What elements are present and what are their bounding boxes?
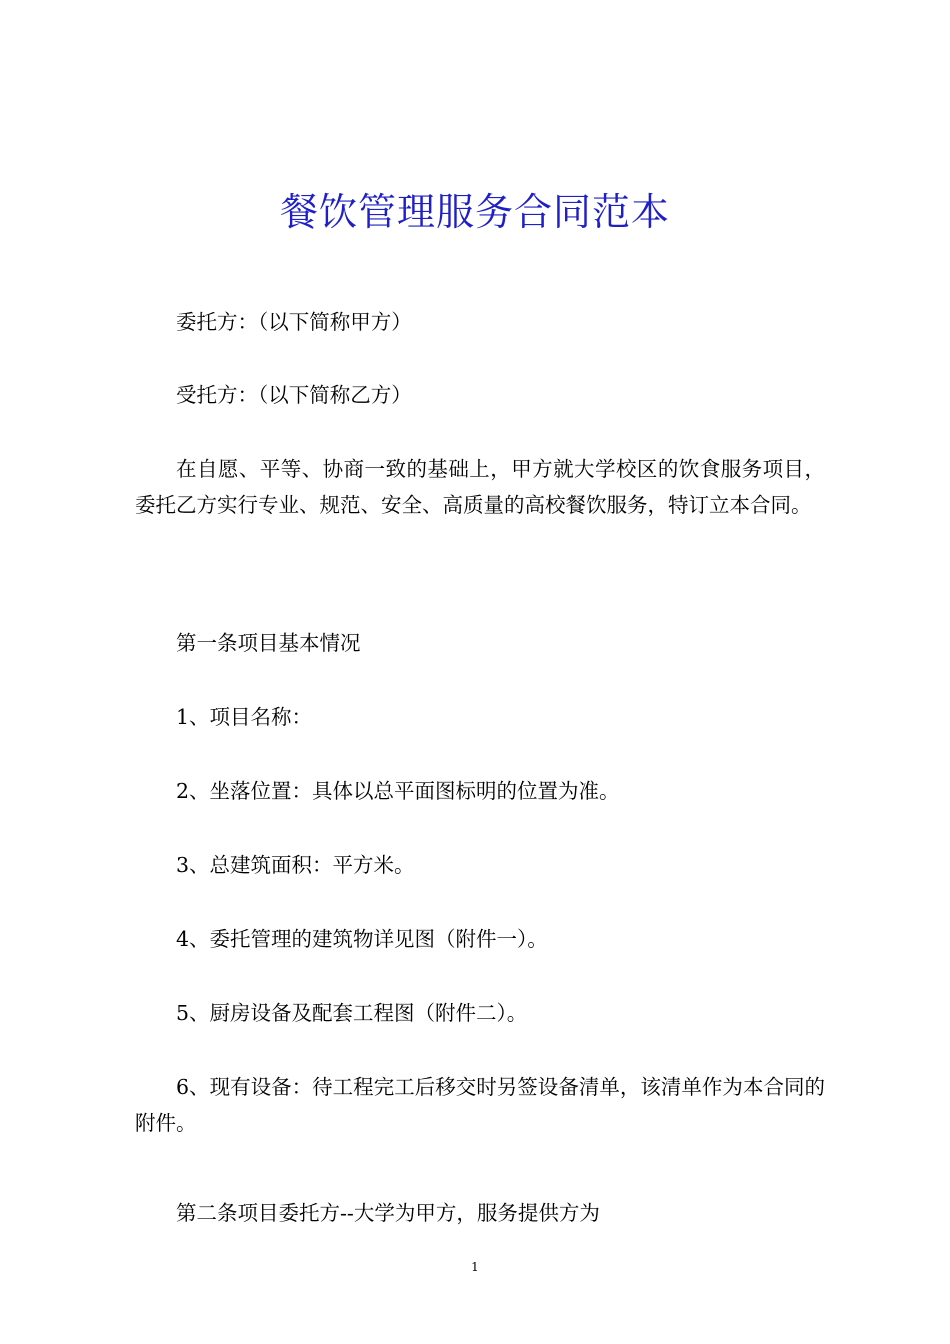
- paragraph-contractor: 受托方：（以下简称乙方）: [176, 383, 412, 407]
- page-number: 1: [471, 1260, 479, 1274]
- list-item-location: 2、坐落位置：具体以总平面图标明的位置为准。: [176, 779, 620, 803]
- list-item-existing-equipment: 6、现有设备：待工程完工后移交时另签设备清单，该清单作为本合同的附件。: [135, 1075, 825, 1135]
- list-item-kitchen-equipment: 5、厨房设备及配套工程图（附件二）。: [176, 1001, 528, 1025]
- list-item-buildings: 4、委托管理的建筑物详见图（附件一）。: [176, 927, 548, 951]
- list-item-floor-area: 3、总建筑面积：平方米。: [176, 853, 415, 877]
- document-title: 餐饮管理服务合同范本: [279, 190, 670, 234]
- paragraph-client: 委托方：（以下简称甲方）: [176, 310, 412, 334]
- article-one-heading: 第一条项目基本情况: [176, 631, 361, 655]
- list-item-project-name: 1、项目名称：: [176, 705, 313, 729]
- article-two-heading: 第二条项目委托方--大学为甲方，服务提供方为: [176, 1201, 600, 1225]
- paragraph-preamble: 在自愿、平等、协商一致的基础上，甲方就大学校区的饮食服务项目，委托乙方实行专业、规范、安全、高质量的高校餐饮服务，特订立本合同。: [135, 457, 825, 517]
